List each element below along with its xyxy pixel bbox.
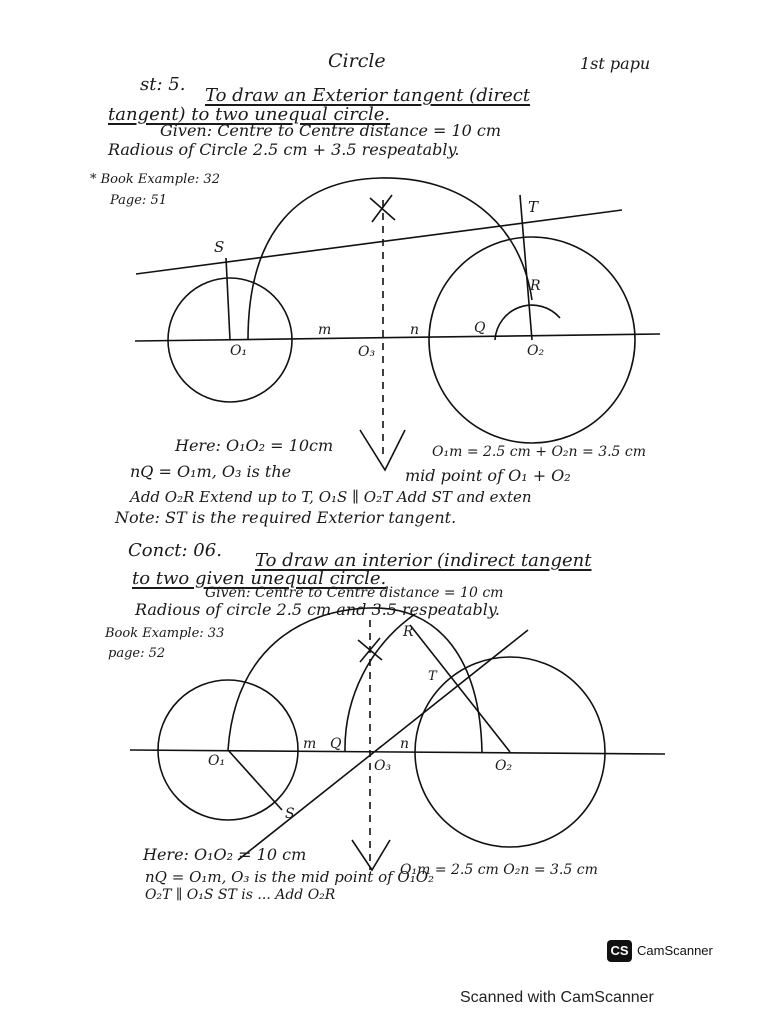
label-m-1: m [318,322,332,338]
radius-o2-r-2 [410,625,510,752]
book-example-1: * Book Example: 32 [90,172,220,187]
note-add-1: Add O₂R Extend up to T, O₁S ∥ O₂T Add ST and exten [130,488,532,506]
page-ref-1: Page: 51 [110,193,167,208]
label-r-1: R [530,278,541,294]
note-nq-1: nQ = O₁m, O₃ is the [130,462,292,481]
label-r-2: R [403,624,414,640]
note-radii-1: O₁m = 2.5 cm + O₂n = 3.5 cm [432,444,647,460]
note-cut-2: O₂T ∥ O₁S ST is ... Add O₂R [145,887,336,903]
label-o2-1: O₂ [527,343,545,359]
given-1-line2: Radious of Circle 2.5 cm + 3.5 respeatably. [108,140,460,159]
label-n-1: n [410,322,420,338]
label-o1-1: O₁ [230,343,248,359]
label-o1-2: O₁ [208,753,226,769]
note-here-1: Here: O₁O₂ = 10cm [175,436,334,455]
heading-1-line1: To draw an Exterior tangent (direct [205,85,531,106]
camscanner-logo-label: CamScanner [637,943,713,958]
label-o2-2: O₂ [495,758,513,774]
book-example-2: Book Example: 33 [105,626,225,641]
given-2-line2: Radious of circle 2.5 cm and 3.5 respeatably. [135,600,500,619]
arc-mark-bottom-2 [352,840,390,870]
semicircle-arc-2 [228,608,482,752]
page-ref-2: page: 52 [108,646,166,661]
label-o3-2: O₃ [374,758,392,774]
step-label-2: Conct: 06. [128,540,222,561]
label-n-2: n [400,736,410,752]
scanned-footer: Scanned with CamScanner [460,989,654,1006]
paper-label: 1st papu [580,54,651,73]
step-label-1: st: 5. [140,74,186,95]
given-2-line1: Given: Centre to Centre distance = 10 cm [205,585,504,601]
heading-2-line1: To draw an interior (indirect tangent [255,550,592,571]
page-title: Circle [328,50,386,72]
given-1-line1: Given: Centre to Centre distance = 10 cm [160,121,502,140]
tangent-line-st-2 [238,630,528,860]
label-q-1: Q [474,320,486,336]
note-final-1: Note: ST is the required Exterior tangent. [115,508,457,527]
camscanner-logo: CS [607,940,632,962]
radius-o1-s-2 [228,750,282,810]
label-s-2: S [285,806,295,822]
note-nq-2: nQ = O₁m, O₃ is the mid point of O₁O₂ [145,868,435,886]
label-m-2: m [303,736,317,752]
label-s-1: S [214,238,225,256]
label-t-1: T [528,198,539,216]
label-o3-1: O₃ [358,344,376,360]
note-mid-1: mid point of O₁ + O₂ [405,466,571,485]
heading-1-line2: tangent) to two unequal circle. [108,104,391,125]
label-t-2: T [428,669,437,684]
label-q-2: Q [330,736,342,752]
note-radii-2: O₁m = 2.5 cm O₂n = 3.5 cm [400,862,598,878]
note-here-2: Here: O₁O₂ = 10 cm [143,845,307,864]
heading-2-line2: to two given unequal circle. [132,568,387,589]
